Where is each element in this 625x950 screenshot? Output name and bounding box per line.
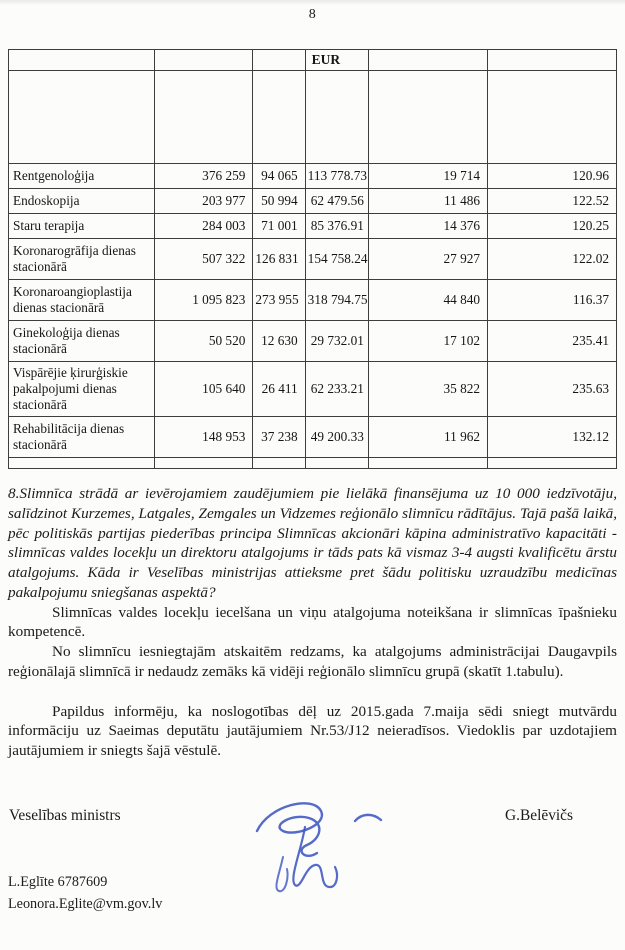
value-cell: 122.52 bbox=[488, 189, 617, 214]
value-cell: 14 376 bbox=[368, 214, 487, 239]
value-cell: 507 322 bbox=[154, 239, 252, 280]
table-row bbox=[9, 214, 617, 239]
empty-cell bbox=[488, 458, 617, 469]
value-cell: 17 102 bbox=[368, 321, 487, 362]
value-cell: 85 376.91 bbox=[305, 214, 368, 239]
header-cell-empty bbox=[253, 50, 305, 71]
value-cell: 1 095 823 bbox=[154, 280, 252, 321]
value-cell: 26 411 bbox=[253, 362, 305, 417]
value-cell: 235.63 bbox=[488, 362, 617, 417]
table-row bbox=[9, 189, 617, 214]
value-cell: 50 994 bbox=[253, 189, 305, 214]
service-name-cell: Endoskopija bbox=[9, 189, 155, 214]
header-cell-empty bbox=[9, 71, 155, 164]
table-row bbox=[9, 164, 617, 189]
empty-cell bbox=[305, 458, 368, 469]
service-name-cell: Rentgenoloģija bbox=[9, 164, 155, 189]
header-cell-empty bbox=[154, 50, 252, 71]
value-cell: 50 520 bbox=[154, 321, 252, 362]
table-row bbox=[9, 280, 617, 321]
table-header-row bbox=[9, 50, 617, 71]
paragraph-answer-1: Slimnīcas valdes locekļu iecelšana un viņu atalgojuma noteikšana ir slimnīcas īpašnieku kompetencē. bbox=[8, 603, 617, 641]
header-cell-empty bbox=[253, 71, 305, 164]
header-cell-empty bbox=[488, 71, 617, 164]
value-cell: 376 259 bbox=[154, 164, 252, 189]
value-cell: 11 962 bbox=[368, 417, 487, 458]
contact-name-phone: L.Eglīte 6787609 bbox=[8, 873, 108, 890]
value-cell: 132.12 bbox=[488, 417, 617, 458]
empty-cell bbox=[368, 458, 487, 469]
value-cell: 154 758.24 bbox=[305, 239, 368, 280]
service-name-cell: Staru terapija bbox=[9, 214, 155, 239]
signature-block bbox=[8, 807, 617, 831]
table-row bbox=[9, 239, 617, 280]
value-cell: 318 794.75 bbox=[305, 280, 368, 321]
table-row bbox=[9, 362, 617, 417]
header-cell-eur: EUR bbox=[305, 50, 368, 71]
value-cell: 19 714 bbox=[368, 164, 487, 189]
value-cell: 62 479.56 bbox=[305, 189, 368, 214]
value-cell: 27 927 bbox=[368, 239, 487, 280]
value-cell: 113 778.73 bbox=[305, 164, 368, 189]
value-cell: 116.37 bbox=[488, 280, 617, 321]
header-cell-empty bbox=[154, 71, 252, 164]
value-cell: 37 238 bbox=[253, 417, 305, 458]
empty-cell bbox=[9, 458, 155, 469]
empty-cell bbox=[154, 458, 252, 469]
value-cell: 12 630 bbox=[253, 321, 305, 362]
statistics-table bbox=[8, 49, 617, 469]
paragraph-question: 8.Slimnīca strādā ar ievērojamiem zaudējumiem pie lielākā finansējuma uz 10 000 iedzīvotāju, salīdzinot Kurzemes, Latgales, Zemgales un Vidzemes reģionālo slimnīcu rādītājus. Tajā pašā laikā, pēc politiskās partijas piederības principa Slimnīcas akcionāri kāpina administratīvo kapacitāti - slimnīcas valdes locekļu un direktoru atalgojums ir tāds pats kā vismaz 3-4 augsti kvalificētu ārstu atalgojums. Kāda ir Veselības ministrijas attieksme pret šādu politisku uzraudzību medicīnas pakalpojumu sniegšanas aspektā? bbox=[8, 485, 617, 601]
page-number: 8 bbox=[308, 7, 317, 22]
signer-name: G.Belēvičs bbox=[505, 806, 573, 824]
value-cell: 235.41 bbox=[488, 321, 617, 362]
service-name-cell: Rehabilitācija dienas stacionārā bbox=[9, 417, 155, 458]
value-cell: 126 831 bbox=[253, 239, 305, 280]
value-cell: 120.25 bbox=[488, 214, 617, 239]
table-row bbox=[9, 321, 617, 362]
paragraph-answer-2: No slimnīcu iesniegtajām atskaitēm redzams, ka atalgojums administrācijai Daugavpils reģionālajā slimnīcā ir nedaudz zemāks kā vidēji reģionālo slimnīcu grupā (skatīt 1.tabulu). bbox=[8, 643, 617, 680]
value-cell: 29 732.01 bbox=[305, 321, 368, 362]
document-page bbox=[8, 0, 617, 915]
value-cell: 44 840 bbox=[368, 280, 487, 321]
header-cell-empty bbox=[305, 71, 368, 164]
value-cell: 203 977 bbox=[154, 189, 252, 214]
value-cell: 122.02 bbox=[488, 239, 617, 280]
header-cell-empty bbox=[368, 50, 487, 71]
service-name-cell: Koronarogrāfija dienas stacionārā bbox=[9, 239, 155, 280]
header-cell-empty bbox=[368, 71, 487, 164]
value-cell: 273 955 bbox=[253, 280, 305, 321]
value-cell: 49 200.33 bbox=[305, 417, 368, 458]
value-cell: 62 233.21 bbox=[305, 362, 368, 417]
service-name-cell: Ginekoloģija dienas stacionārā bbox=[9, 321, 155, 362]
value-cell: 71 001 bbox=[253, 214, 305, 239]
table-header-row-blank bbox=[9, 71, 617, 164]
signer-title: Veselības ministrs bbox=[9, 806, 121, 824]
service-name-cell: Koronaroangioplastija dienas stacionārā bbox=[9, 280, 155, 321]
header-cell-empty bbox=[488, 50, 617, 71]
paragraph-answer-3: Papildus informēju, ka noslogotības dēļ uz 2015.gada 7.maija sēdi sniegt mutvārdu informāciju uz Saeimas deputātu jautājumiem Nr.53/J12 neieradīsos. Viedoklis par uzdotajiem jautājumiem ir sniegts šajā vēstulē. bbox=[8, 702, 617, 759]
service-name-cell: Vispārējie ķirurģiskie pakalpojumi dienas stacionārā bbox=[9, 362, 155, 417]
empty-cell bbox=[253, 458, 305, 469]
contact-footer bbox=[8, 871, 617, 915]
header-cell-empty bbox=[9, 50, 155, 71]
body-text bbox=[8, 484, 617, 761]
value-cell: 105 640 bbox=[154, 362, 252, 417]
value-cell: 11 486 bbox=[368, 189, 487, 214]
contact-email: Leonora.Eglite@vm.gov.lv bbox=[8, 895, 163, 912]
value-cell: 35 822 bbox=[368, 362, 487, 417]
table-row bbox=[9, 417, 617, 458]
value-cell: 94 065 bbox=[253, 164, 305, 189]
table-row-empty bbox=[9, 458, 617, 469]
value-cell: 284 003 bbox=[154, 214, 252, 239]
value-cell: 120.96 bbox=[488, 164, 617, 189]
value-cell: 148 953 bbox=[154, 417, 252, 458]
